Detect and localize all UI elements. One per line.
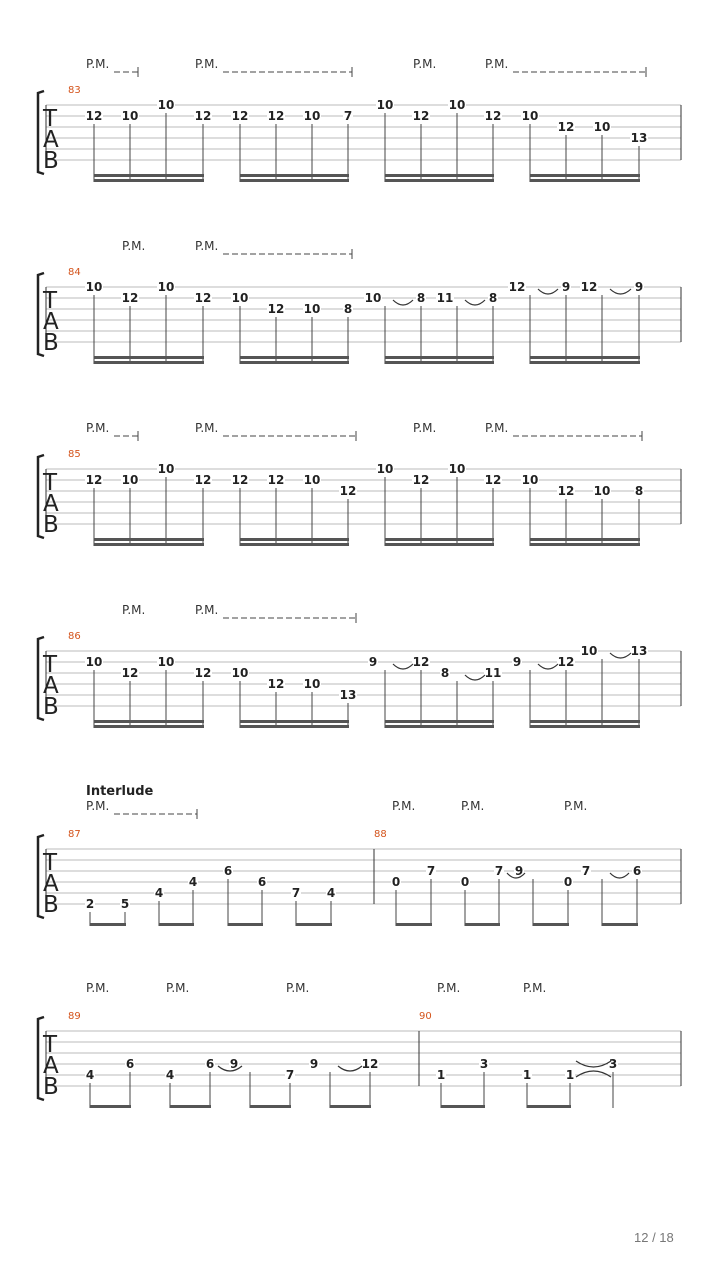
fret-number: 10 [303,473,321,487]
palm-mute-label: P.M. [461,799,485,813]
legato-slur [538,664,558,669]
fret-number: 12 [267,473,285,487]
fret-number: 10 [593,484,611,498]
fret-number: 4 [326,886,336,900]
beam [159,923,194,926]
palm-mute-label: P.M. [413,57,437,71]
fret-number: 9 [514,864,524,878]
tab-system [38,784,681,926]
fret-number: 12 [267,677,285,691]
beam [94,725,204,728]
beam [530,179,640,182]
fret-number: 10 [303,677,321,691]
fret-number: 5 [120,897,130,911]
tab-clef-letter: A [43,871,59,897]
beam [94,720,204,723]
fret-number: 11 [484,666,502,680]
fret-number: 12 [194,109,212,123]
tab-clef-letter: A [43,309,59,335]
fret-number: 13 [630,131,648,145]
tab-system [38,239,681,364]
beam [94,356,204,359]
fret-number: 7 [581,864,591,878]
fret-number: 12 [361,1057,379,1071]
beam [385,356,494,359]
fret-number: 12 [194,666,212,680]
beam [385,179,494,182]
palm-mute-label: P.M. [413,421,437,435]
palm-mute-label: P.M. [437,981,461,995]
fret-number: 12 [484,109,502,123]
fret-number: 12 [121,666,139,680]
fret-number: 10 [303,109,321,123]
palm-mute-label: P.M. [195,603,219,617]
beam [330,1105,371,1108]
fret-number: 1 [436,1068,446,1082]
fret-number: 10 [580,644,598,658]
fret-number: 12 [557,655,575,669]
palm-mute-label: P.M. [86,981,110,995]
tab-clef-letter: B [43,694,59,720]
bar-number: 85 [68,449,81,460]
beam [385,543,494,546]
fret-number: 10 [364,291,382,305]
palm-mute-label: P.M. [523,981,547,995]
fret-number: 12 [231,109,249,123]
fret-number: 10 [448,462,466,476]
legato-slur [538,289,558,294]
beam [94,361,204,364]
fret-number: 10 [85,655,103,669]
fret-number: 12 [580,280,598,294]
fret-number: 10 [121,473,139,487]
fret-number: 0 [460,875,470,889]
beam [296,923,332,926]
fret-number: 10 [231,666,249,680]
fret-number: 8 [416,291,426,305]
beam [602,923,638,926]
fret-number: 10 [593,120,611,134]
legato-slur [610,873,629,878]
palm-mute-label: P.M. [286,981,310,995]
tie-arc [576,1071,611,1077]
bar-number: 83 [68,85,81,96]
palm-mute-label: P.M. [485,421,509,435]
fret-number: 12 [412,655,430,669]
legato-slur [393,300,413,305]
palm-mute-label: P.M. [166,981,190,995]
beam [441,1105,485,1108]
palm-mute-label: P.M. [86,799,110,813]
beam [94,538,204,541]
fret-number: 7 [426,864,436,878]
tab-system [38,981,681,1108]
bar-number: 86 [68,631,81,642]
fret-number: 12 [194,473,212,487]
fret-number: 9 [368,655,378,669]
beam [240,361,349,364]
palm-mute-label: P.M. [564,799,588,813]
bar-number: 84 [68,267,81,278]
beam [240,543,349,546]
bar-number: 90 [419,1011,432,1022]
beam [94,174,204,177]
beam [385,361,494,364]
fret-number: 9 [229,1057,239,1071]
tab-clef-letter: T [43,652,58,678]
beam [240,174,349,177]
beam [250,1105,291,1108]
beam [385,538,494,541]
beam [530,538,640,541]
fret-number: 12 [194,291,212,305]
fret-number: 10 [376,462,394,476]
fret-number: 10 [85,280,103,294]
fret-number: 9 [561,280,571,294]
fret-number: 6 [257,875,267,889]
beam [530,174,640,177]
tab-clef-letter: A [43,491,59,517]
palm-mute-label: P.M. [122,603,146,617]
tab-clef-letter: B [43,512,59,538]
palm-mute-label: P.M. [485,57,509,71]
fret-number: 10 [157,98,175,112]
fret-number: 0 [563,875,573,889]
fret-number: 6 [205,1057,215,1071]
fret-number: 6 [223,864,233,878]
palm-mute-label: P.M. [86,421,110,435]
beam [385,725,494,728]
beam [240,720,349,723]
fret-number: 10 [121,109,139,123]
beam [240,356,349,359]
palm-mute-label: P.M. [195,239,219,253]
beam [533,923,569,926]
tab-clef-letter: T [43,106,58,132]
beam [170,1105,211,1108]
fret-number: 12 [231,473,249,487]
fret-number: 10 [303,302,321,316]
beam [94,179,204,182]
beam [385,720,494,723]
fret-number: 13 [630,644,648,658]
fret-number: 0 [391,875,401,889]
fret-number: 4 [165,1068,175,1082]
palm-mute-label: P.M. [122,239,146,253]
tab-clef-letter: T [43,1032,58,1058]
fret-number: 10 [521,473,539,487]
palm-mute-label: P.M. [195,421,219,435]
tab-system [38,421,681,546]
fret-number: 11 [436,291,454,305]
fret-number: 10 [231,291,249,305]
fret-number: 10 [521,109,539,123]
tab-clef-letter: B [43,1074,59,1100]
fret-number: 12 [267,109,285,123]
fret-number: 13 [339,688,357,702]
fret-number: 10 [157,655,175,669]
fret-number: 7 [291,886,301,900]
fret-number: 4 [188,875,198,889]
fret-number: 2 [85,897,95,911]
beam [240,538,349,541]
fret-number: 12 [508,280,526,294]
beam [530,361,640,364]
bar-number: 88 [374,829,387,840]
beam [530,356,640,359]
tab-clef-letter: T [43,288,58,314]
fret-number: 6 [125,1057,135,1071]
beam [94,543,204,546]
beam [465,923,500,926]
tab-system [38,603,681,728]
beam [90,1105,131,1108]
fret-number: 7 [285,1068,295,1082]
tab-clef-letter: B [43,148,59,174]
tab-clef-letter: T [43,470,58,496]
beam [240,179,349,182]
tab-clef-letter: A [43,1053,59,1079]
fret-number: 4 [154,886,164,900]
fret-number: 12 [85,473,103,487]
tab-clef-letter: A [43,127,59,153]
fret-number: 7 [494,864,504,878]
bar-number: 89 [68,1011,81,1022]
fret-number: 12 [557,120,575,134]
palm-mute-label: P.M. [195,57,219,71]
legato-slur [465,675,485,680]
section-title: Interlude [86,784,154,799]
beam [396,923,432,926]
fret-number: 12 [412,473,430,487]
fret-number: 8 [440,666,450,680]
tab-clef-letter: T [43,850,58,876]
beam [228,923,263,926]
fret-number: 3 [608,1057,618,1071]
fret-number: 10 [157,280,175,294]
tab-clef-letter: A [43,673,59,699]
fret-number: 12 [484,473,502,487]
fret-number: 12 [267,302,285,316]
beam [240,725,349,728]
fret-number: 12 [339,484,357,498]
fret-number: 9 [634,280,644,294]
fret-number: 12 [412,109,430,123]
fret-number: 12 [121,291,139,305]
tab-clef-letter: B [43,892,59,918]
palm-mute-label: P.M. [86,57,110,71]
beam [530,725,640,728]
fret-number: 9 [512,655,522,669]
beam [527,1105,571,1108]
tab-system [38,57,681,182]
beam [385,174,494,177]
fret-number: 12 [557,484,575,498]
bar-number: 87 [68,829,81,840]
fret-number: 6 [632,864,642,878]
fret-number: 1 [565,1068,575,1082]
legato-slur [393,664,413,669]
tab-clef-letter: B [43,330,59,356]
fret-number: 10 [448,98,466,112]
legato-slur [610,289,631,294]
legato-slur [610,653,631,658]
fret-number: 8 [634,484,644,498]
page-number: 12 / 18 [634,1230,674,1245]
beam [530,543,640,546]
fret-number: 7 [343,109,353,123]
fret-number: 1 [522,1068,532,1082]
fret-number: 10 [376,98,394,112]
fret-number: 8 [488,291,498,305]
legato-slur [338,1066,362,1071]
fret-number: 3 [479,1057,489,1071]
fret-number: 12 [85,109,103,123]
legato-slur [465,300,485,305]
beam [90,923,126,926]
fret-number: 4 [85,1068,95,1082]
fret-number: 9 [309,1057,319,1071]
fret-number: 10 [157,462,175,476]
beam [530,720,640,723]
fret-number: 8 [343,302,353,316]
palm-mute-label: P.M. [392,799,416,813]
